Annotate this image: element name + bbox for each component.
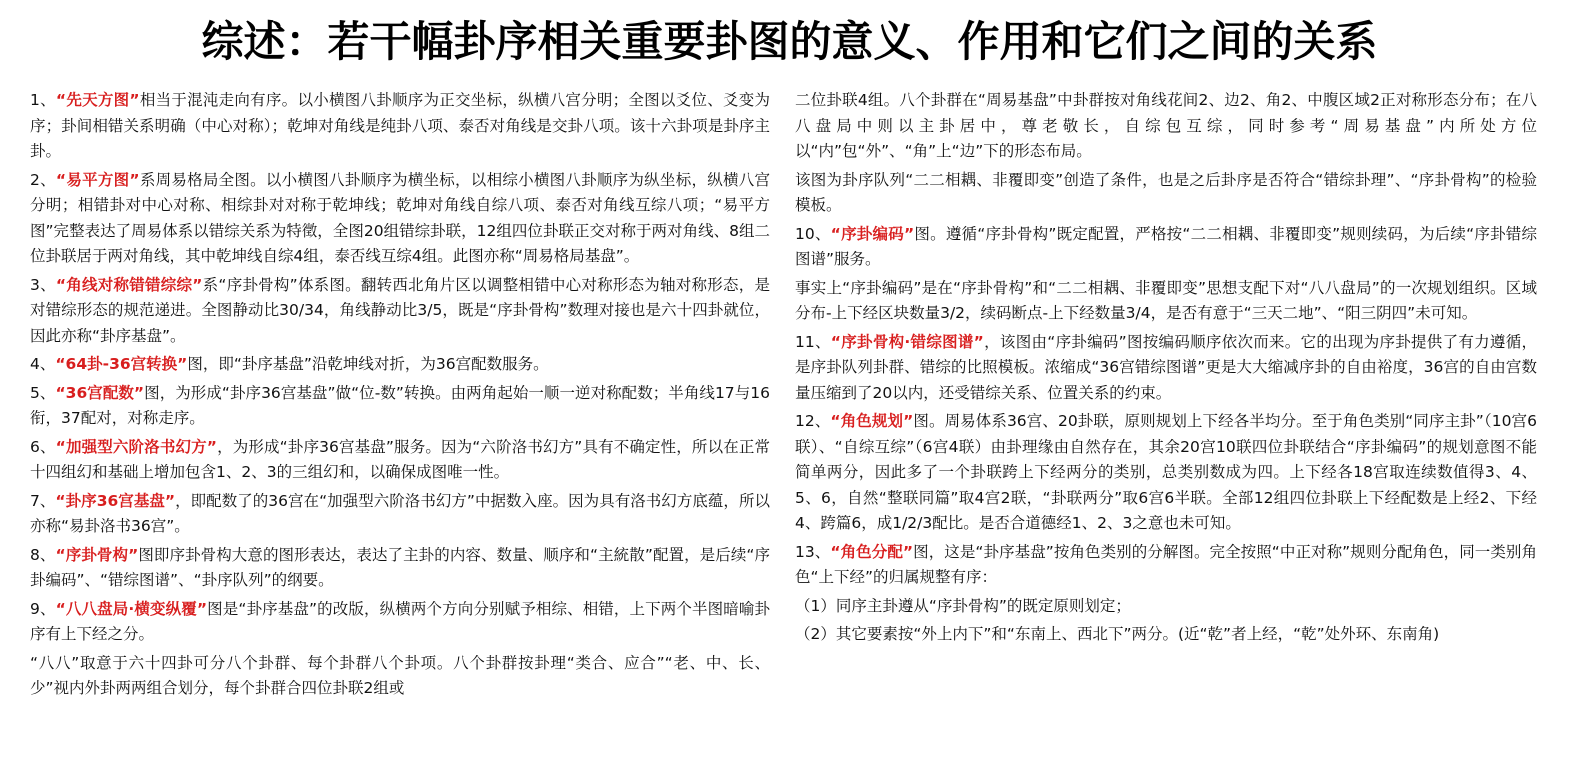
item-keyword: “序卦编码”	[830, 224, 915, 243]
item-keyword: “先天方图”	[55, 91, 140, 109]
item-keyword: “64卦-36宫转换”	[55, 355, 188, 373]
item-text: “八八”取意于六十四卦可分八个卦群、每个卦群八个卦项。八个卦群按卦理“类合、应合”“老、中、长、少”视内外卦两两组合划分，每个卦群合四位卦联2组或	[30, 653, 770, 697]
left-column	[30, 88, 770, 705]
item-number: 9、	[30, 599, 56, 618]
item-keyword: “序卦骨构”	[55, 545, 139, 564]
paragraph-11	[795, 330, 1537, 407]
item-keyword: “易平方图”	[55, 170, 140, 189]
item-number: 1、	[30, 91, 56, 109]
item-text: ，该图由“序卦编码”图按编码顺序依次而来。它的出现为序卦提供了有力遵循，是序卦队列卦群、错综的比照模板。浓缩成“36宫错综图谱”更是大大缩减序卦的自由裕度，36宫的自由宫数量压缩到了20以内，还受错综关系、位置关系的约束。	[795, 332, 1537, 402]
paragraph-4	[30, 352, 770, 378]
item-number: 13、	[795, 542, 831, 561]
item-text: 事实上“序卦编码”是在“序卦骨构”和“二二相耦、非覆即变”思想支配下对“八八盘局”的一次规划组织。区域分布-上下经区块数量3/2，续码断点-上下经数量3/4，是否有意于“三天二地”、“阳三阴四”未可知。	[795, 278, 1537, 322]
item-text: 图。遵循“序卦骨构”既定配置，严格按“二二相耦、非覆即变”规则续码，为后续“序卦错综图谱”服务。	[795, 224, 1538, 268]
item-number: 3、	[30, 275, 56, 294]
item-text: （1）同序主卦遵从“序卦骨构”的既定原则划定；	[795, 596, 1131, 615]
item-number: 8、	[30, 545, 56, 564]
item-text: 该图为卦序队列“二二相耦、非覆即变”创造了条件，也是之后卦序是否符合“错综卦理”、“序卦骨构”的检验模板。	[795, 170, 1537, 214]
paragraph-8	[30, 543, 770, 594]
item-number: 4、	[30, 355, 56, 373]
item-number: 7、	[30, 491, 56, 510]
paragraph-9-cont-2	[795, 88, 1537, 165]
paragraph-2	[30, 168, 770, 270]
paragraph-9-cont	[30, 651, 770, 702]
item-keyword: “36宫配数”	[55, 383, 145, 402]
item-text: 图，即“卦序基盘”沿乾坤线对折，为36宫配数服务。	[187, 355, 549, 373]
item-keyword: “角色分配”	[830, 542, 914, 561]
item-text: 相当于混沌走向有序。以小横图八卦顺序为正交坐标，纵横八宫分明；全图以爻位、爻变为序；卦间相错关系明确（中心对称）；乾坤对角线是纯卦八项、泰否对角线是交卦八项。该十六卦项是卦序主卦。	[30, 91, 770, 160]
item-text: 图，为形成“卦序36宫基盘”做“位-数”转换。由两角起始一顺一逆对称配数；半角线17与16衔，37配对，对称走序。	[30, 383, 770, 427]
item-number: 11、	[795, 332, 831, 351]
paragraph-5	[30, 381, 770, 432]
item-text: 系“序卦骨构”体系图。翻转西北角片区以调整相错中心对称形态为轴对称形态，是对错综形态的规范递进。全图静动比30/34，角线静动比3/5，既是“序卦骨构”数理对接也是六十四卦就位，因此亦称“卦序基盘”。	[30, 275, 770, 345]
paragraph-3	[30, 273, 770, 350]
item-keyword: “八八盘局·横变纵覆”	[55, 599, 208, 618]
paragraph-9	[30, 597, 770, 648]
item-keyword: “角色规划”	[830, 412, 914, 430]
paragraph-1	[30, 88, 770, 165]
paragraph-13-rule-1	[795, 594, 1537, 620]
paragraph-6	[30, 435, 770, 486]
item-keyword: “角线对称错错综综”	[55, 275, 203, 294]
item-text: ，为形成“卦序36宫基盘”服务。因为“六阶洛书幻方”具有不确定性，所以在正常十四组幻和基础上增加包含1、2、3的三组幻和，以确保成图唯一性。	[30, 437, 770, 481]
item-number: 12、	[795, 412, 831, 430]
paragraph-9-note	[795, 168, 1537, 219]
item-text: 图即序卦骨构大意的图形表达，表达了主卦的内容、数量、顺序和“主統散”配置，是后续“序卦编码”、“错综图谱”、“卦序队列”的纲要。	[30, 545, 770, 589]
item-keyword: “卦序36宫基盘”	[55, 491, 176, 510]
paragraph-10	[795, 222, 1537, 273]
item-number: 2、	[30, 170, 56, 189]
item-keyword: “序卦骨构·错综图谱”	[830, 332, 984, 351]
item-number: 10、	[795, 224, 831, 243]
right-column	[795, 88, 1537, 651]
paragraph-7	[30, 489, 770, 540]
paragraph-13	[795, 540, 1537, 591]
item-text: 图。周易体系36宫、20卦联，原则规划上下经各半均分。至于角色类别“同序主卦”（10宫6联）、“自综互综”（6宫4联）由卦理缘由自然存在，其余20宫10联四位卦联结合“序卦编码”的规划意图不能简单两分，因此多了一个卦联跨上下经两分的类别，总类别数成为四。上下经各18宫取连续数值得3、4、5、6，自然“整联同篇”取4宫2联，“卦联两分”取6宫6半联。全部12组四位卦联上下经配数是上经2、下经4、跨篇6，成1/2/3配比。是否合道德经1、2、3之意也未可知。	[795, 412, 1538, 532]
item-text: 图是“卦序基盘”的改版，纵横两个方向分别赋予相综、相错，上下两个半图暗喻卦序有上下经之分。	[30, 599, 770, 643]
item-text: （2）其它要素按“外上内下”和“东南上、西北下”两分。(近“乾”者上经，“乾”处外环、东南角)	[795, 625, 1440, 643]
item-text: ，即配数了的36宫在“加强型六阶洛书幻方”中据数入座。因为具有洛书幻方底蕴，所以亦称“易卦洛书36宫”。	[30, 491, 770, 535]
page-title: 综述：若干幅卦序相关重要卦图的意义、作用和它们之间的关系	[201, 17, 1378, 66]
item-number: 5、	[30, 383, 56, 402]
item-text: 系周易格局全图。以小横图八卦顺序为横坐标，以相综小横图八卦顺序为纵坐标，纵横八宫分明；相错卦对中心对称、相综卦对对称于乾坤线；乾坤对角线自综八项、泰否对角线互综八项；“易平方图”完整表达了周易体系以错综关系为特徵，全图20组错综卦联，12组四位卦联正交对称于两对角线、8组二位卦联居于两对角线，其中乾坤线自综4组，泰否线互综4组。此图亦称“周易格局基盘”。	[30, 170, 770, 265]
item-text: 图，这是“卦序基盘”按角色类别的分解图。完全按照“中正对称”规则分配角色，同一类别角色“上下经”的归属规整有序：	[795, 542, 1538, 586]
item-number: 6、	[30, 437, 56, 456]
item-text: 二位卦联4组。八个卦群在“周易基盘”中卦群按对角线花间2、边2、角2、中腹区域2正对称形态分布；在八八盘局中则以主卦居中，尊老敬长，自综包互综，同时参考“周易基盘”内所处方位以“内”包“外”、“角”上“边”下的形态布局。	[795, 91, 1537, 160]
paragraph-10-note	[795, 276, 1537, 327]
paragraph-12	[795, 409, 1537, 537]
item-keyword: “加强型六阶洛书幻方”	[55, 437, 217, 456]
paragraph-13-rule-2	[795, 622, 1537, 648]
